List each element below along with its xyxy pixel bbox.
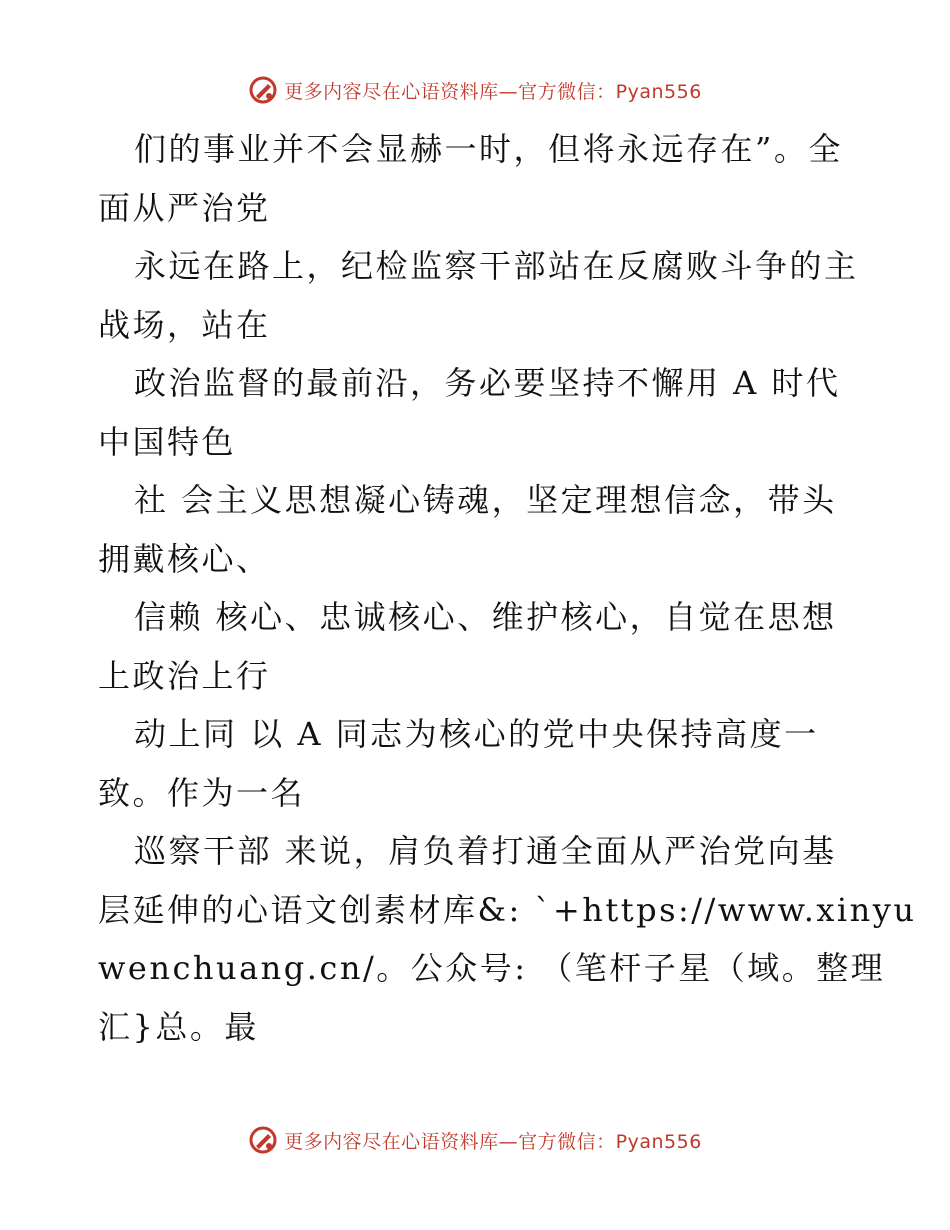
body-line: 致。作为一名 <box>98 773 306 812</box>
body-line: 汇}总。最 <box>98 1007 259 1046</box>
body-line: 中国特色 <box>98 422 237 461</box>
body-line: wenchuang.cn/。公众号: （笔杆子星（域。整理 <box>98 949 886 987</box>
footer-banner <box>0 1120 950 1160</box>
body-line: 永远在路上，纪检监察干部站在反腐败斗争的主 <box>134 247 859 285</box>
body-line: 信赖 核心、忠诚核心、维护核心，自觉在思想 <box>134 598 837 636</box>
document-body <box>98 120 917 1056</box>
body-line: 巡察干部 来说，肩负着打通全面从严治党向基 <box>134 832 837 870</box>
body-line: 政治监督的最前沿，务必要坚持不懈用 A 时代 <box>134 364 841 402</box>
header-banner-text: 更多内容尽在心语资料库—官方微信：Pyan556 <box>284 80 702 103</box>
logo-icon <box>248 1125 278 1155</box>
header-banner <box>0 70 950 110</box>
footer-banner-text: 更多内容尽在心语资料库—官方微信：Pyan556 <box>284 1130 702 1153</box>
logo-icon <box>248 75 278 105</box>
body-line: 上政治上行 <box>98 656 271 695</box>
body-line: 们的事业并不会显赫一时，但将永远存在”。全 <box>134 130 843 168</box>
body-line: 层延伸的心语文创素材库&: `+https://www.xinyu <box>98 890 917 929</box>
body-line: 拥戴核心、 <box>98 539 271 578</box>
body-line: 面从严治党 <box>98 188 271 227</box>
body-line: 社 会主义思想凝心铸魂，坚定理想信念，带头 <box>134 481 837 519</box>
body-line: 动上同 以 A 同志为核心的党中央保持高度一 <box>134 715 819 753</box>
body-line: 战场，站在 <box>98 305 271 344</box>
